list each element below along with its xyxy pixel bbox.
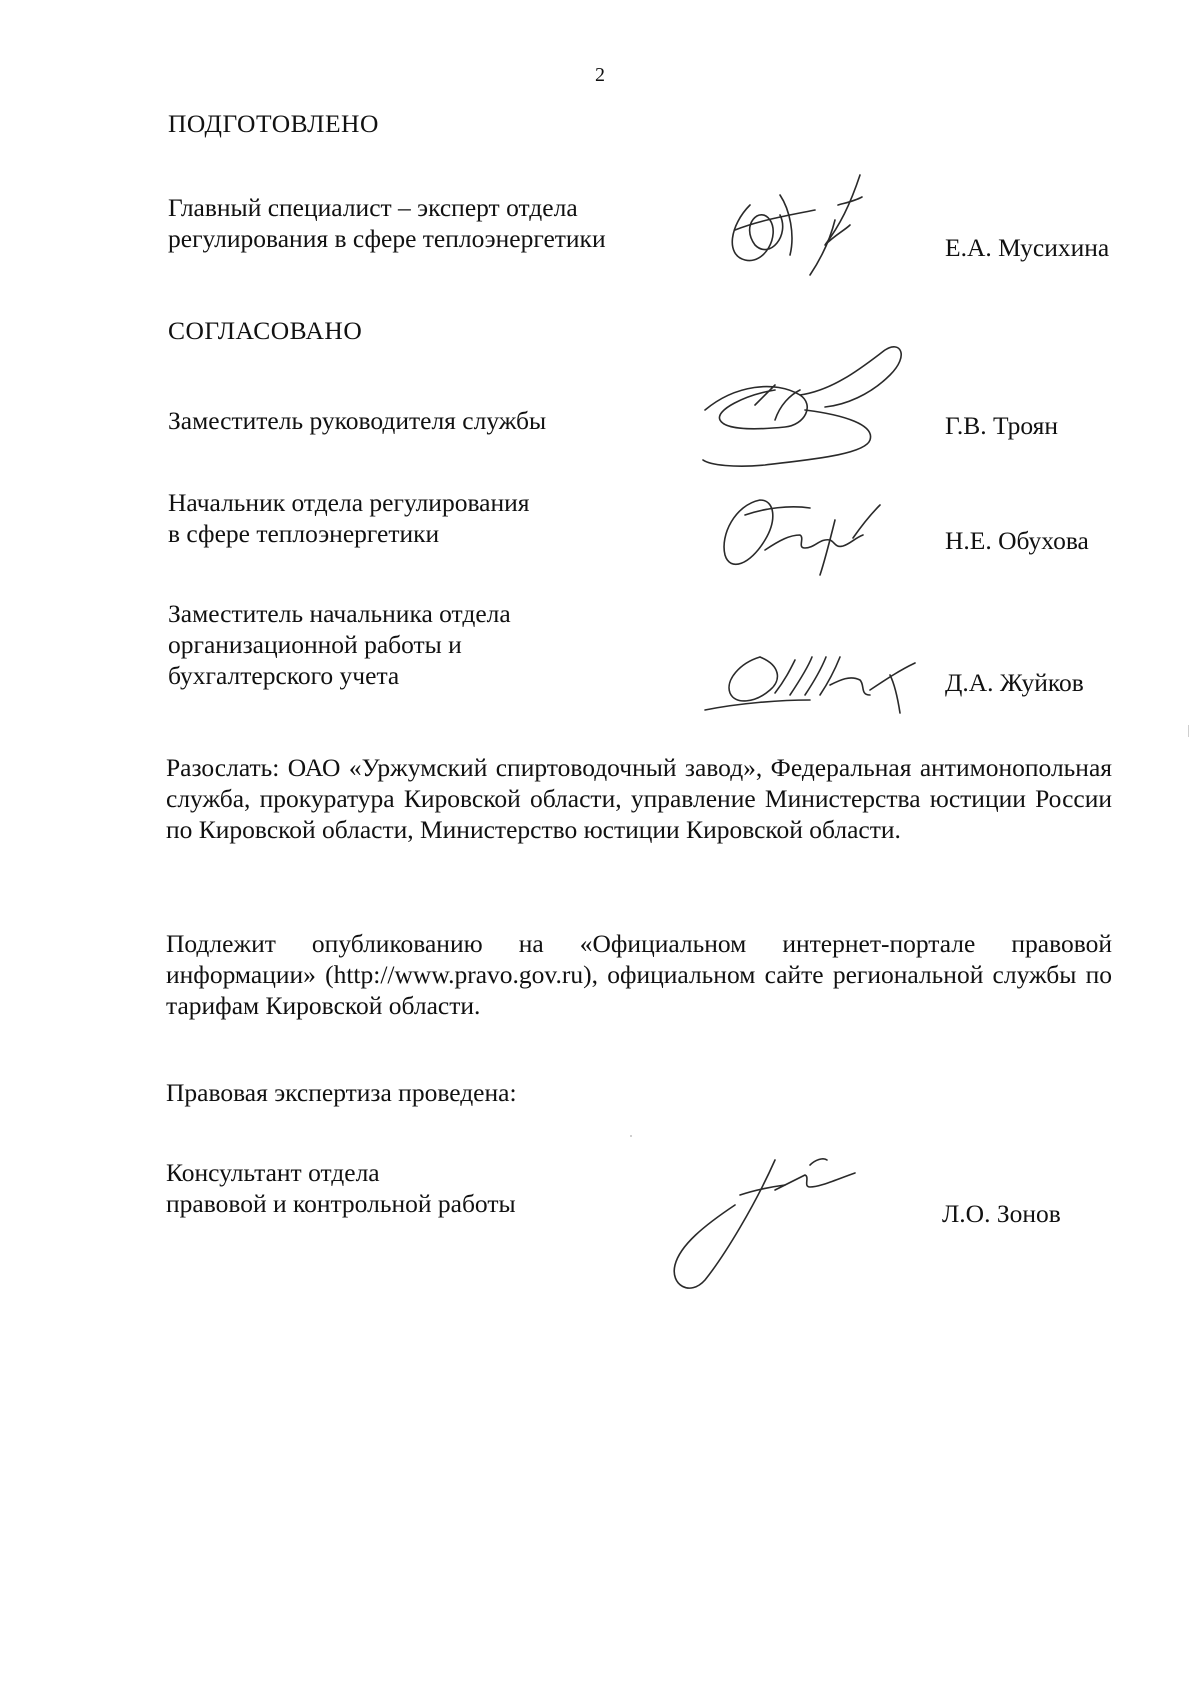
distribution-paragraph: Разослать: ОАО «Уржумский спиртоводочный завод», Федеральная антимонопольная служба, прокуратура Кировской области, управление Министерства юстиции России по Кировской области, Министерство юстиции Кировской области. <box>166 753 1112 844</box>
signer-obukhova-position <box>168 487 530 549</box>
signer-zhuikov-position <box>168 598 511 691</box>
page-number: 2 <box>595 64 605 86</box>
prepared-name: Е.А. Мусихина <box>945 233 1110 262</box>
signature-zonov <box>655 1145 865 1295</box>
position-line: Заместитель начальника отдела <box>168 599 511 628</box>
signer-troyan-position <box>168 405 546 436</box>
scan-speck <box>630 1135 632 1137</box>
prepared-position <box>168 192 606 254</box>
signature-troyan <box>695 335 925 485</box>
legal-review-position <box>166 1157 516 1219</box>
position-line: Главный специалист – эксперт отдела <box>168 193 578 222</box>
signer-obukhova-name: Н.Е. Обухова <box>945 526 1089 555</box>
position-line: правовой и контрольной работы <box>166 1189 516 1218</box>
position-line: Начальник отдела регулирования <box>168 488 530 517</box>
signature-musikhina <box>720 165 890 285</box>
signature-zhuikov <box>700 645 930 720</box>
position-line: регулирования в сфере теплоэнергетики <box>168 224 606 253</box>
position-line: в сфере теплоэнергетики <box>168 519 440 548</box>
signature-obukhova <box>705 480 905 580</box>
legal-review-name: Л.О. Зонов <box>942 1199 1061 1228</box>
signer-zhuikov-name: Д.А. Жуйков <box>945 668 1084 697</box>
position-line: бухгалтерского учета <box>168 661 400 690</box>
prepared-heading: ПОДГОТОВЛЕНО <box>168 109 379 138</box>
position-line: Консультант отдела <box>166 1158 380 1187</box>
legal-review-heading: Правовая экспертиза проведена: <box>166 1078 517 1107</box>
position-line: организационной работы и <box>168 630 462 659</box>
publication-paragraph: Подлежит опубликованию на «Официальном интернет-портале правовой информации» (http://www.pravo.gov.ru), официальном сайте региональной службы по тарифам Кировской области. <box>166 929 1112 1020</box>
position-line: Заместитель руководителя службы <box>168 406 547 435</box>
signer-troyan-name: Г.В. Троян <box>945 411 1058 440</box>
scan-speck <box>1188 725 1189 737</box>
agreed-heading: СОГЛАСОВАНО <box>168 316 363 345</box>
